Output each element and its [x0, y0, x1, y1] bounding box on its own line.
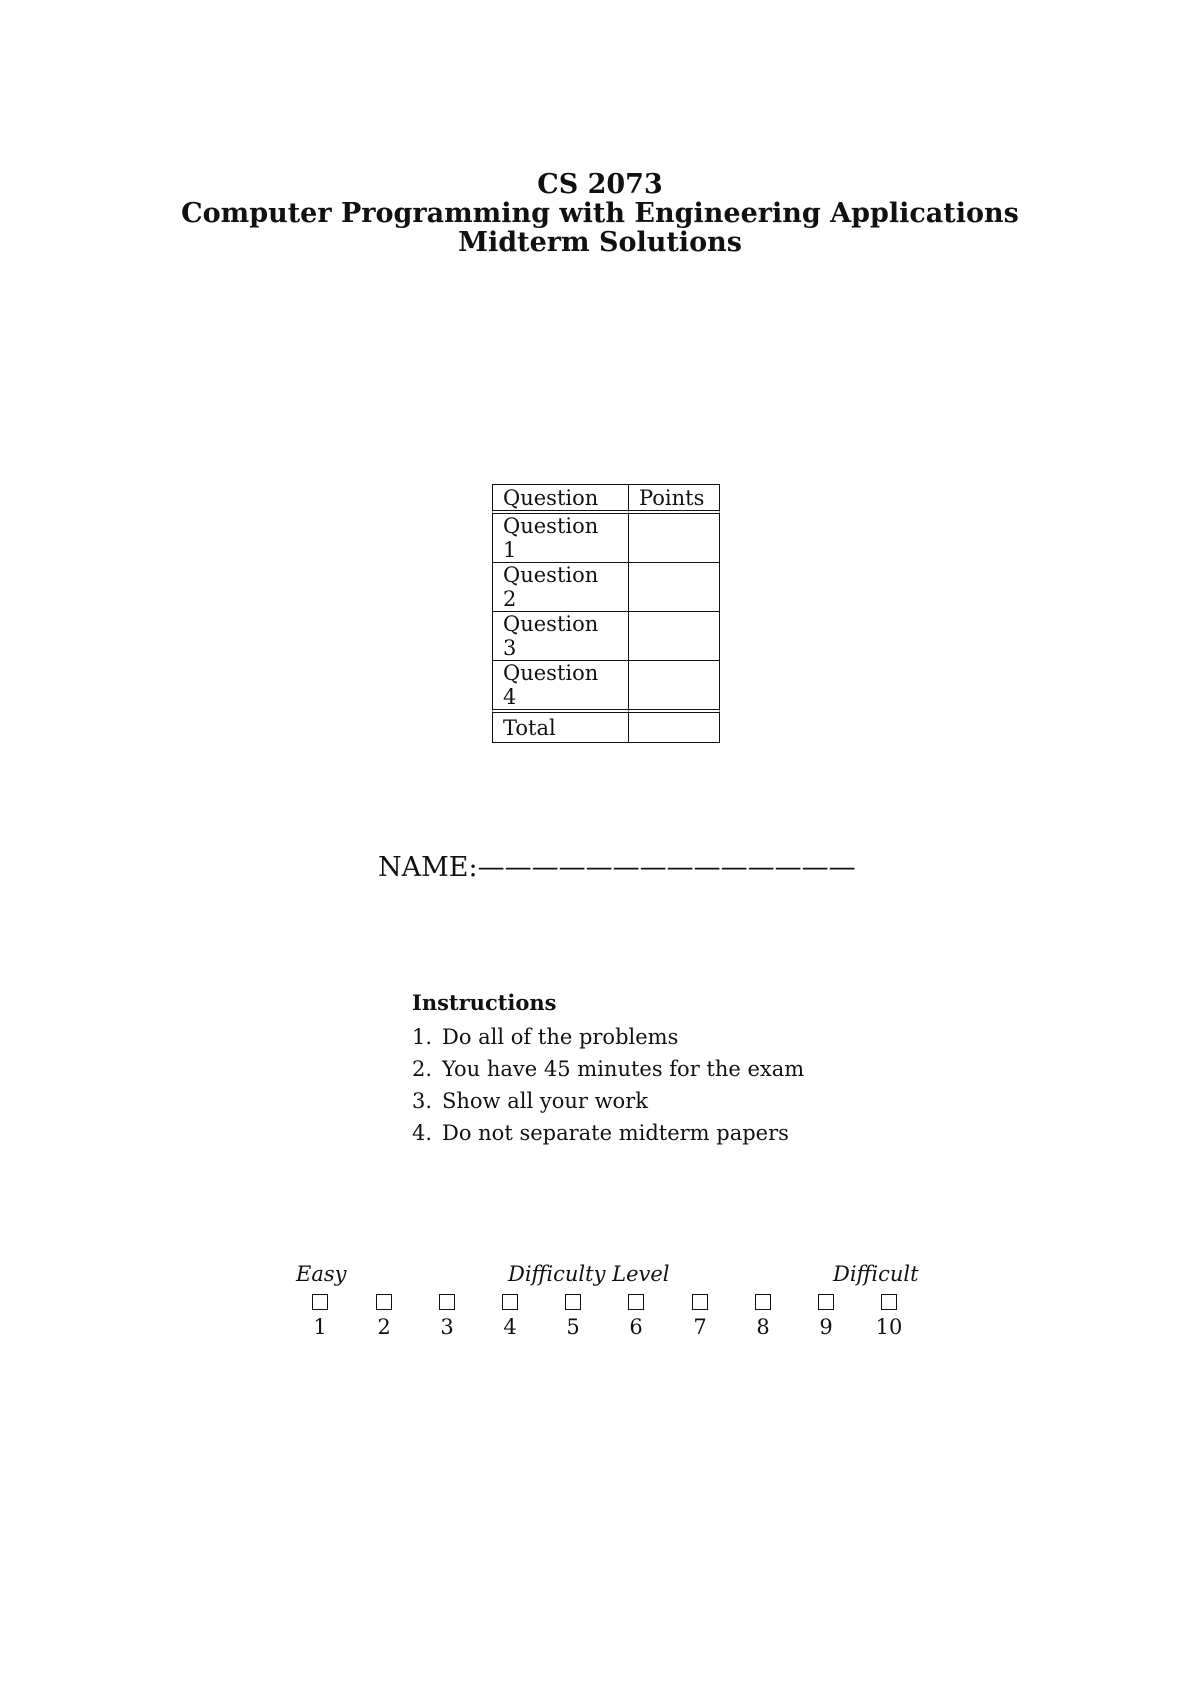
checkbox[interactable]	[439, 1294, 455, 1310]
easy-label: Easy	[296, 1262, 347, 1286]
level-number: 6	[629, 1315, 643, 1339]
column-header-points: Points	[629, 484, 720, 514]
document-header	[0, 170, 1200, 257]
item-text: Do all of the problems	[442, 1025, 679, 1049]
difficult-label: Difficult	[833, 1262, 919, 1286]
question-label: Question 2	[492, 563, 629, 612]
level-number: 10	[875, 1315, 903, 1339]
level-number: 9	[819, 1315, 833, 1339]
checkbox[interactable]	[565, 1294, 581, 1310]
difficulty-option-4	[490, 1294, 530, 1339]
difficulty-option-3	[427, 1294, 467, 1339]
item-number: 4.	[412, 1121, 433, 1145]
total-label: Total	[492, 713, 629, 743]
question-label: Question 1	[492, 514, 629, 563]
score-table	[492, 484, 720, 743]
difficulty-level-label: Difficulty Level	[508, 1262, 670, 1286]
score-table-header	[492, 484, 720, 514]
name-field[interactable]: NAME:——————————————	[378, 852, 856, 883]
question-label: Question 3	[492, 612, 629, 661]
table-row	[492, 661, 720, 713]
difficulty-option-7	[680, 1294, 720, 1339]
level-number: 5	[566, 1315, 580, 1339]
question-label: Question 4	[492, 661, 629, 713]
instructions-title: Instructions	[412, 990, 557, 1015]
checkbox[interactable]	[628, 1294, 644, 1310]
difficulty-option-2	[364, 1294, 404, 1339]
table-row	[492, 563, 720, 612]
total-points-cell[interactable]	[629, 713, 720, 743]
level-number: 2	[377, 1315, 391, 1339]
points-cell[interactable]	[629, 661, 720, 713]
difficulty-option-8	[743, 1294, 783, 1339]
list-item	[412, 1053, 804, 1085]
document-title: Midterm Solutions	[458, 227, 742, 258]
checkbox[interactable]	[755, 1294, 771, 1310]
checkbox[interactable]	[376, 1294, 392, 1310]
difficulty-option-1	[300, 1294, 340, 1339]
level-number: 8	[756, 1315, 770, 1339]
table-row	[492, 612, 720, 661]
course-code: CS 2073	[537, 169, 663, 200]
difficulty-option-5	[553, 1294, 593, 1339]
instructions-list	[412, 1021, 804, 1149]
table-row	[492, 514, 720, 563]
checkbox[interactable]	[881, 1294, 897, 1310]
column-header-question: Question	[492, 484, 629, 514]
points-cell[interactable]	[629, 563, 720, 612]
item-text: Show all your work	[442, 1089, 648, 1113]
instructions-section	[412, 990, 804, 1149]
item-text: Do not separate midterm papers	[442, 1121, 789, 1145]
total-row	[492, 713, 720, 743]
difficulty-option-10	[869, 1294, 909, 1339]
item-number: 2.	[412, 1057, 433, 1081]
item-number: 3.	[412, 1089, 433, 1113]
checkbox[interactable]	[312, 1294, 328, 1310]
list-item	[412, 1085, 804, 1117]
difficulty-option-9	[806, 1294, 846, 1339]
difficulty-scale	[296, 1262, 919, 1352]
level-number: 1	[313, 1315, 327, 1339]
difficulty-option-6	[616, 1294, 656, 1339]
checkbox[interactable]	[818, 1294, 834, 1310]
points-cell[interactable]	[629, 612, 720, 661]
level-number: 3	[440, 1315, 454, 1339]
item-number: 1.	[412, 1025, 433, 1049]
level-number: 4	[503, 1315, 517, 1339]
checkbox[interactable]	[502, 1294, 518, 1310]
course-title: Computer Programming with Engineering Applications	[181, 198, 1019, 229]
level-number: 7	[693, 1315, 707, 1339]
checkbox[interactable]	[692, 1294, 708, 1310]
item-text: You have 45 minutes for the exam	[442, 1057, 805, 1081]
points-cell[interactable]	[629, 514, 720, 563]
list-item	[412, 1117, 804, 1149]
list-item	[412, 1021, 804, 1053]
